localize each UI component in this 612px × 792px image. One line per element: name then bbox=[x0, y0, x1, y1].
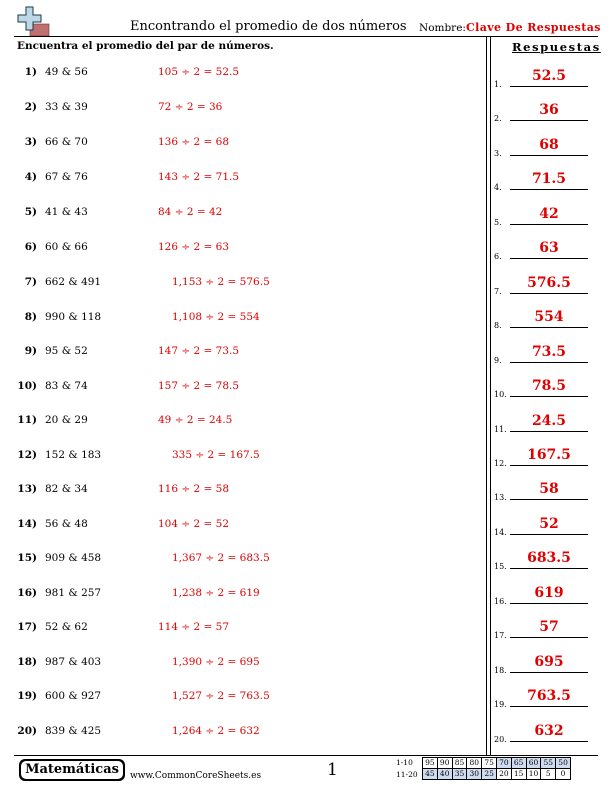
score-cell: 90 bbox=[437, 758, 452, 769]
answer-number: 3. bbox=[494, 148, 502, 158]
answer-value: 58 bbox=[539, 481, 559, 498]
problem-number: 11) bbox=[17, 414, 37, 426]
column-divider bbox=[490, 37, 491, 755]
problem-solution: 335 ÷ 2 = 167.5 bbox=[172, 449, 260, 461]
answer-number: 2. bbox=[494, 114, 502, 124]
answer-row bbox=[494, 608, 604, 640]
problem-text: 20 & 29 bbox=[45, 414, 88, 426]
problem-row bbox=[0, 449, 480, 469]
problem-text: 600 & 927 bbox=[45, 690, 102, 702]
problem-row bbox=[0, 206, 480, 226]
answer-number: 17. bbox=[494, 631, 507, 641]
answer-number: 6. bbox=[494, 252, 502, 262]
answer-row bbox=[494, 229, 604, 261]
answer-value: 42 bbox=[539, 205, 559, 222]
answer-value: 632 bbox=[534, 722, 564, 739]
problem-number: 10) bbox=[17, 380, 37, 392]
problem-row bbox=[0, 518, 480, 538]
column-divider bbox=[486, 37, 487, 755]
problem-text: 981 & 257 bbox=[45, 587, 102, 599]
answer-line bbox=[510, 396, 588, 397]
problem-number: 5) bbox=[24, 206, 37, 218]
score-row bbox=[423, 769, 571, 780]
problem-text: 56 & 48 bbox=[45, 518, 88, 530]
score-cell: 55 bbox=[541, 758, 556, 769]
problem-solution: 1,390 ÷ 2 = 695 bbox=[172, 656, 260, 668]
answer-row bbox=[494, 160, 604, 192]
answer-value: 576.5 bbox=[527, 274, 571, 291]
problem-solution: 1,153 ÷ 2 = 576.5 bbox=[172, 276, 270, 288]
problem-text: 60 & 66 bbox=[45, 241, 88, 253]
score-table bbox=[422, 757, 571, 780]
answer-line bbox=[510, 327, 588, 328]
problem-number: 16) bbox=[17, 587, 37, 599]
problem-number: 18) bbox=[17, 656, 37, 668]
problem-number: 6) bbox=[24, 241, 37, 253]
answer-value: 78.5 bbox=[531, 378, 567, 395]
problem-solution: 114 ÷ 2 = 57 bbox=[158, 621, 230, 633]
answer-value: 52 bbox=[539, 515, 559, 532]
problem-row bbox=[0, 587, 480, 607]
answer-number: 9. bbox=[494, 355, 502, 365]
answer-number: 11. bbox=[494, 424, 507, 434]
problem-text: 662 & 491 bbox=[45, 276, 102, 288]
answer-value: 619 bbox=[534, 584, 564, 601]
name-label: Nombre: bbox=[419, 22, 466, 34]
problem-solution: 1,108 ÷ 2 = 554 bbox=[172, 311, 260, 323]
answer-line bbox=[510, 120, 588, 121]
answer-row bbox=[494, 643, 604, 675]
answer-line bbox=[510, 741, 588, 742]
problem-number: 15) bbox=[17, 552, 37, 564]
score-cell: 20 bbox=[496, 769, 511, 780]
problem-solution: 147 ÷ 2 = 73.5 bbox=[158, 345, 240, 357]
problem-row bbox=[0, 171, 480, 191]
problem-row bbox=[0, 66, 480, 86]
problem-solution: 84 ÷ 2 = 42 bbox=[158, 206, 223, 218]
problem-row bbox=[0, 656, 480, 676]
answer-line bbox=[510, 224, 588, 225]
score-cell: 0 bbox=[556, 769, 571, 780]
answer-row bbox=[494, 91, 604, 123]
score-row bbox=[423, 758, 571, 769]
problem-row bbox=[0, 725, 480, 745]
problem-number: 13) bbox=[17, 483, 37, 495]
problem-text: 41 & 43 bbox=[45, 206, 88, 218]
problem-text: 49 & 56 bbox=[45, 66, 88, 78]
problem-number: 17) bbox=[17, 621, 37, 633]
score-cell: 60 bbox=[526, 758, 541, 769]
answers-title: Respuestas bbox=[512, 40, 601, 54]
problem-number: 19) bbox=[17, 690, 37, 702]
score-cell: 80 bbox=[467, 758, 482, 769]
problem-number: 4) bbox=[24, 171, 37, 183]
answer-line bbox=[510, 706, 588, 707]
answer-row bbox=[494, 436, 604, 468]
answer-value: 63 bbox=[539, 240, 559, 257]
answer-value: 71.5 bbox=[531, 171, 567, 188]
score-cell: 85 bbox=[452, 758, 467, 769]
footer-divider bbox=[14, 755, 598, 756]
page-number: 1 bbox=[327, 760, 338, 780]
brand-label: Matemáticas bbox=[21, 761, 123, 779]
problem-solution: 104 ÷ 2 = 52 bbox=[158, 518, 230, 530]
score-cell: 75 bbox=[482, 758, 497, 769]
answer-number: 7. bbox=[494, 286, 502, 296]
answer-number: 15. bbox=[494, 562, 507, 572]
website-text: www.CommonCoreSheets.es bbox=[130, 771, 262, 781]
score-cell: 15 bbox=[511, 769, 526, 780]
problem-solution: 72 ÷ 2 = 36 bbox=[158, 101, 223, 113]
problem-solution: 49 ÷ 2 = 24.5 bbox=[158, 414, 233, 426]
answer-value: 52.5 bbox=[531, 68, 567, 84]
problem-row bbox=[0, 380, 480, 400]
score-cell: 5 bbox=[541, 769, 556, 780]
answer-value: 24.5 bbox=[531, 412, 567, 429]
problem-solution: 1,527 ÷ 2 = 763.5 bbox=[172, 690, 270, 702]
answer-row bbox=[494, 539, 604, 571]
problem-text: 82 & 34 bbox=[45, 483, 88, 495]
answer-line bbox=[510, 86, 588, 87]
problem-number: 9) bbox=[24, 345, 37, 357]
answer-row bbox=[494, 470, 604, 502]
problem-row bbox=[0, 101, 480, 121]
answer-number: 4. bbox=[494, 183, 502, 193]
problem-number: 3) bbox=[24, 136, 37, 148]
problem-number: 1) bbox=[24, 66, 37, 78]
problem-solution: 1,264 ÷ 2 = 632 bbox=[172, 725, 260, 737]
answer-value: 763.5 bbox=[527, 688, 571, 705]
problem-row bbox=[0, 483, 480, 503]
problem-text: 52 & 62 bbox=[45, 621, 88, 633]
answer-row bbox=[494, 712, 604, 744]
score-row-label: 11-20 bbox=[396, 770, 418, 779]
answer-number: 14. bbox=[494, 527, 507, 537]
answer-row bbox=[494, 195, 604, 227]
problem-row bbox=[0, 552, 480, 572]
problem-row bbox=[0, 311, 480, 331]
answer-row bbox=[494, 402, 604, 434]
plus-logo-icon bbox=[16, 6, 50, 36]
answer-value: 36 bbox=[539, 102, 559, 119]
problem-number: 2) bbox=[24, 101, 37, 113]
answer-value: 68 bbox=[539, 136, 559, 153]
header-divider bbox=[14, 36, 598, 37]
problem-text: 66 & 70 bbox=[45, 136, 88, 148]
score-cell: 35 bbox=[452, 769, 467, 780]
answer-line bbox=[510, 362, 588, 363]
answer-row bbox=[494, 298, 604, 330]
answer-row bbox=[494, 126, 604, 158]
answer-number: 8. bbox=[494, 321, 502, 331]
score-cell: 95 bbox=[423, 758, 438, 769]
problem-number: 14) bbox=[17, 518, 37, 530]
answer-row bbox=[494, 505, 604, 537]
answer-line bbox=[510, 603, 588, 604]
problem-text: 909 & 458 bbox=[45, 552, 102, 564]
score-cell: 40 bbox=[437, 769, 452, 780]
answer-line bbox=[510, 293, 588, 294]
problem-number: 12) bbox=[17, 449, 37, 461]
answer-line bbox=[510, 258, 588, 259]
problem-row bbox=[0, 241, 480, 261]
problem-solution: 143 ÷ 2 = 71.5 bbox=[158, 171, 240, 183]
answer-line bbox=[510, 465, 588, 466]
score-cell: 30 bbox=[467, 769, 482, 780]
score-cell: 10 bbox=[526, 769, 541, 780]
answer-row bbox=[494, 574, 604, 606]
answer-number: 16. bbox=[494, 596, 507, 606]
problem-number: 8) bbox=[24, 311, 37, 323]
problem-solution: 1,367 ÷ 2 = 683.5 bbox=[172, 552, 270, 564]
answer-value: 167.5 bbox=[527, 446, 571, 463]
answer-line bbox=[510, 672, 588, 673]
answer-line bbox=[510, 534, 588, 535]
name-value: Clave De Respuestas bbox=[466, 21, 601, 34]
score-row-label: 1-10 bbox=[396, 758, 413, 767]
answer-number: 10. bbox=[494, 390, 507, 400]
answer-line bbox=[510, 189, 588, 190]
problem-solution: 116 ÷ 2 = 58 bbox=[158, 483, 230, 495]
problem-number: 20) bbox=[17, 725, 37, 737]
score-cell: 65 bbox=[511, 758, 526, 769]
problem-row bbox=[0, 690, 480, 710]
answer-number: 5. bbox=[494, 217, 502, 227]
worksheet-title: Encontrando el promedio de dos números bbox=[130, 19, 407, 34]
answer-row bbox=[494, 677, 604, 709]
problem-text: 990 & 118 bbox=[45, 311, 102, 323]
brand-badge bbox=[19, 759, 125, 781]
score-cell: 45 bbox=[423, 769, 438, 780]
answer-value: 695 bbox=[534, 653, 564, 670]
answer-value: 73.5 bbox=[531, 343, 567, 360]
answer-line bbox=[510, 431, 588, 432]
problem-solution: 136 ÷ 2 = 68 bbox=[158, 136, 230, 148]
answer-value: 57 bbox=[539, 619, 559, 636]
problem-text: 152 & 183 bbox=[45, 449, 102, 461]
answer-line bbox=[510, 155, 588, 156]
score-cell: 50 bbox=[556, 758, 571, 769]
problem-text: 83 & 74 bbox=[45, 380, 88, 392]
answer-value: 554 bbox=[534, 309, 564, 326]
answer-line bbox=[510, 637, 588, 638]
answer-line bbox=[510, 499, 588, 500]
problem-text: 95 & 52 bbox=[45, 345, 88, 357]
problem-solution: 1,238 ÷ 2 = 619 bbox=[172, 587, 260, 599]
problem-number: 7) bbox=[24, 276, 37, 288]
problem-solution: 157 ÷ 2 = 78.5 bbox=[158, 380, 240, 392]
answer-line bbox=[510, 568, 588, 569]
answer-number: 12. bbox=[494, 458, 507, 468]
problem-row bbox=[0, 136, 480, 156]
score-cell: 25 bbox=[482, 769, 497, 780]
problem-solution: 126 ÷ 2 = 63 bbox=[158, 241, 230, 253]
answer-row bbox=[494, 57, 604, 89]
answer-number: 19. bbox=[494, 700, 507, 710]
problem-text: 67 & 76 bbox=[45, 171, 88, 183]
problem-row bbox=[0, 414, 480, 434]
answer-row bbox=[494, 333, 604, 365]
problem-text: 987 & 403 bbox=[45, 656, 102, 668]
problem-row bbox=[0, 276, 480, 296]
problem-row bbox=[0, 621, 480, 641]
score-cell: 70 bbox=[496, 758, 511, 769]
instructions: Encuentra el promedio del par de números. bbox=[17, 40, 274, 52]
answer-row bbox=[494, 367, 604, 399]
problem-text: 839 & 425 bbox=[45, 725, 102, 737]
answer-number: 18. bbox=[494, 665, 507, 675]
problem-text: 33 & 39 bbox=[45, 101, 88, 113]
answer-number: 20. bbox=[494, 734, 507, 744]
answer-value: 683.5 bbox=[527, 550, 571, 567]
answer-number: 1. bbox=[494, 80, 502, 89]
problem-solution: 105 ÷ 2 = 52.5 bbox=[158, 66, 240, 78]
answer-row bbox=[494, 264, 604, 296]
problem-row bbox=[0, 345, 480, 365]
answer-number: 13. bbox=[494, 493, 507, 503]
